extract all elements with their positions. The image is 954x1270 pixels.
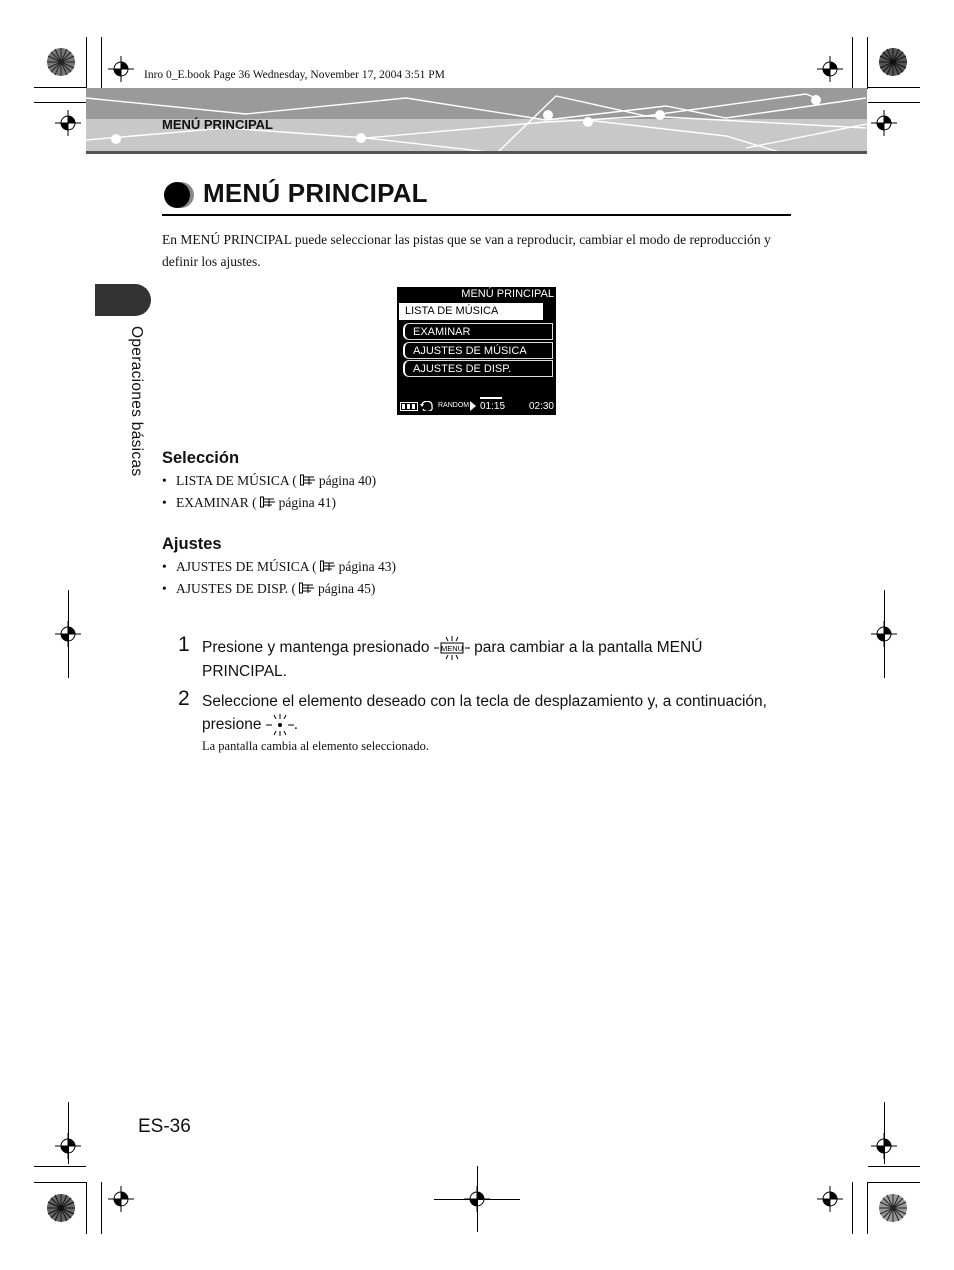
menu-item: EXAMINAR [403, 323, 553, 340]
step-text-part: . [293, 716, 299, 733]
page-title: MENÚ PRINCIPAL [203, 178, 428, 208]
file-info: Inro 0_E.book Page 36 Wednesday, November 17, 2004 3:51 PM [144, 69, 445, 81]
page-reference-icon [260, 496, 276, 508]
screen-scrollbar [548, 303, 554, 320]
item-ref: página 45) [318, 581, 376, 596]
page-number: ES-36 [138, 1116, 191, 1137]
step-text-part: PRINCIPAL. [202, 663, 287, 680]
registration-mark-icon [871, 110, 897, 136]
section-heading: Ajustes [162, 535, 222, 553]
ajustes-section [162, 535, 396, 600]
item-text: AJUSTES DE DISP. ( [176, 581, 297, 596]
registration-mark-icon [108, 1186, 134, 1212]
item-ref: página 40) [318, 473, 377, 488]
menu-button-label: MENU [440, 644, 463, 653]
section-tab [95, 284, 151, 316]
item-text: LISTA DE MÚSICA ( [176, 473, 297, 488]
title-bullet-icon [163, 180, 195, 210]
play-icon [470, 401, 476, 411]
list-item: • LISTA DE MÚSICA ( página 40) [162, 473, 377, 488]
step-text-part: presione [202, 716, 262, 733]
running-head: MENÚ PRINCIPAL [162, 117, 273, 132]
color-target-icon [46, 1193, 76, 1223]
step-number: 2 [178, 687, 190, 710]
section-heading: Selección [162, 449, 240, 467]
total-time: 02:30 [528, 401, 554, 412]
screen-header: MENÚ PRINCIPAL [461, 288, 554, 300]
registration-mark-icon [817, 56, 843, 82]
step-text-part: Presione y mantenga presionado [202, 639, 430, 657]
enter-button-icon [266, 714, 294, 736]
item-ref: página 41) [278, 495, 336, 510]
registration-mark-icon [108, 56, 134, 82]
step-1-text [202, 636, 802, 683]
page-reference-icon [320, 560, 336, 572]
repeat-icon [420, 401, 435, 411]
list-item: • EXAMINAR ( página 41) [162, 495, 336, 510]
elapsed-time: 01:15 [480, 401, 506, 412]
list-item: • AJUSTES DE MÚSICA ( página 43) [162, 559, 397, 574]
step-text-part: Seleccione el elemento deseado con la tecla de desplazamiento y, a continuación, [202, 693, 767, 710]
screen-status-bar [397, 399, 556, 413]
section-label: Operaciones básicas [128, 326, 145, 477]
menu-item: AJUSTES DE DISP. [403, 360, 553, 377]
step-text-part: para cambiar a la pantalla MENÚ [474, 639, 703, 657]
step-2-text [202, 690, 812, 736]
device-screen [397, 287, 556, 415]
title-divider [162, 214, 791, 216]
color-target-icon [878, 1193, 908, 1223]
item-ref: página 43) [338, 559, 397, 574]
menu-item: AJUSTES DE MÚSICA [403, 342, 553, 359]
menu-button-icon [434, 636, 470, 660]
step-2-note: La pantalla cambia al elemento seleccionado. [202, 739, 429, 753]
step-number: 1 [178, 633, 190, 656]
color-target-icon [878, 47, 908, 77]
page-reference-icon [300, 474, 316, 486]
page-reference-icon [299, 582, 315, 594]
battery-icon [400, 402, 418, 411]
mode-label: RANDOM [438, 402, 470, 409]
item-text: AJUSTES DE MÚSICA ( [176, 559, 317, 574]
color-target-icon [46, 47, 76, 77]
item-text: EXAMINAR ( [176, 495, 257, 510]
registration-mark-icon [55, 110, 81, 136]
registration-mark-icon [817, 1186, 843, 1212]
intro-paragraph: En MENÚ PRINCIPAL puede seleccionar las pistas que se van a reproducir, cambiar el modo de reproducción y definir los ajustes. [162, 232, 771, 269]
menu-item-selected: LISTA DE MÚSICA [399, 303, 543, 320]
seleccion-section [162, 449, 376, 514]
list-item: • AJUSTES DE DISP. ( página 45) [162, 581, 376, 596]
